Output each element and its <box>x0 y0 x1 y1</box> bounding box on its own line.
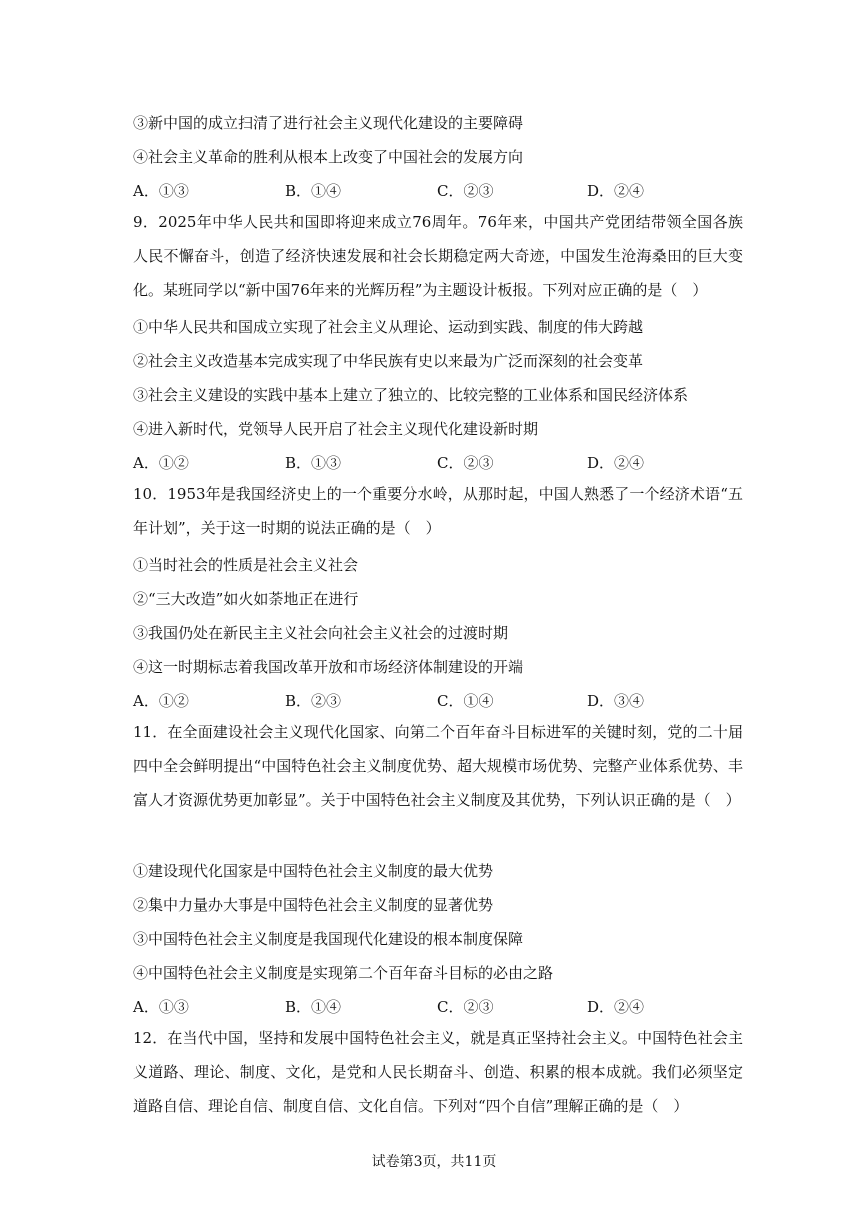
q9-stem: 9．2025年中华人民共和国即将迎来成立76周年。76年来，中国共产党团结带领全国各族人民不懈奋斗，创造了经济快速发展和社会长期稳定两大奇迹，中国发生沧海桑田的巨大变化。某班同学以“新中国76年来的光辉历程”为主题设计板报。下列对应正确的是（ ） <box>133 213 743 299</box>
q10-statement-1: ①当时社会的性质是社会主义社会 <box>133 556 359 574</box>
q11-option-a[interactable]: A．①③ <box>133 998 189 1016</box>
q9-statement-2: ②社会主义改造基本完成实现了中华民族有史以来最为广泛而深刻的社会变革 <box>133 352 644 370</box>
q10-statement-4: ④这一时期标志着我国改革开放和市场经济体制建设的开端 <box>133 658 524 676</box>
q10-option-c[interactable]: C．①④ <box>437 692 494 710</box>
q8-statement-3: ③新中国的成立扫清了进行社会主义现代化建设的主要障碍 <box>133 114 524 132</box>
q10-statement-2: ②“三大改造”如火如荼地正在进行 <box>133 590 359 608</box>
q11-options <box>133 997 753 1017</box>
q9-options <box>133 453 753 473</box>
q11-statement-1: ①建设现代化国家是中国特色社会主义制度的最大优势 <box>133 862 494 880</box>
q10-option-a[interactable]: A．①② <box>133 692 189 710</box>
q9-statement-4: ④进入新时代，党领导人民开启了社会主义现代化建设新时期 <box>133 420 539 438</box>
q10-statement-3: ③我国仍处在新民主主义社会向社会主义社会的过渡时期 <box>133 624 509 642</box>
q8-option-d[interactable]: D．②④ <box>587 182 645 200</box>
q11-stem: 11．在全面建设社会主义现代化国家、向第二个百年奋斗目标进军的关键时刻，党的二十届四中全会鲜明提出“中国特色社会主义制度优势、超大规模市场优势、完整产业体系优势、丰富人才资源优势更加彰显”。关于中国特色社会主义制度及其优势，下列认识正确的是（ ） <box>133 723 743 809</box>
q11-option-b[interactable]: B．①④ <box>285 998 342 1016</box>
q9-statement-1: ①中华人民共和国成立实现了社会主义从理论、运动到实践、制度的伟大跨越 <box>133 318 644 336</box>
q8-option-c[interactable]: C．②③ <box>437 182 494 200</box>
q10-option-d[interactable]: D．③④ <box>587 692 645 710</box>
q8-option-a[interactable]: A．①③ <box>133 182 189 200</box>
q11-option-d[interactable]: D．②④ <box>587 998 645 1016</box>
q9-option-b[interactable]: B．①③ <box>285 454 342 472</box>
q8-statement-4: ④社会主义革命的胜利从根本上改变了中国社会的发展方向 <box>133 148 524 166</box>
q11-statement-2: ②集中力量办大事是中国特色社会主义制度的显著优势 <box>133 896 494 914</box>
page-footer: 试卷第3页，共11页 <box>371 1154 497 1170</box>
q10-options <box>133 691 753 711</box>
q11-statement-4: ④中国特色社会主义制度是实现第二个百年奋斗目标的必由之路 <box>133 964 554 982</box>
q9-option-d[interactable]: D．②④ <box>587 454 645 472</box>
q11-option-c[interactable]: C．②③ <box>437 998 494 1016</box>
q10-stem: 10．1953年是我国经济史上的一个重要分水岭，从那时起，中国人熟悉了一个经济术语“五年计划”，关于这一时期的说法正确的是（ ） <box>133 485 743 537</box>
q8-options <box>133 181 753 201</box>
q8-option-b[interactable]: B．①④ <box>285 182 342 200</box>
q9-option-c[interactable]: C．②③ <box>437 454 494 472</box>
q9-statement-3: ③社会主义建设的实践中基本上建立了独立的、比较完整的工业体系和国民经济体系 <box>133 386 689 404</box>
q12-stem: 12．在当代中国，坚持和发展中国特色社会主义，就是真正坚持社会主义。中国特色社会主义道路、理论、制度、文化，是党和人民长期奋斗、创造、积累的根本成就。我们必须坚定道路自信、理论自信、制度自信、文化自信。下列对“四个自信”理解正确的是（ ） <box>133 1029 743 1115</box>
q10-option-b[interactable]: B．②③ <box>285 692 342 710</box>
q9-option-a[interactable]: A．①② <box>133 454 189 472</box>
q11-statement-3: ③中国特色社会主义制度是我国现代化建设的根本制度保障 <box>133 930 524 948</box>
